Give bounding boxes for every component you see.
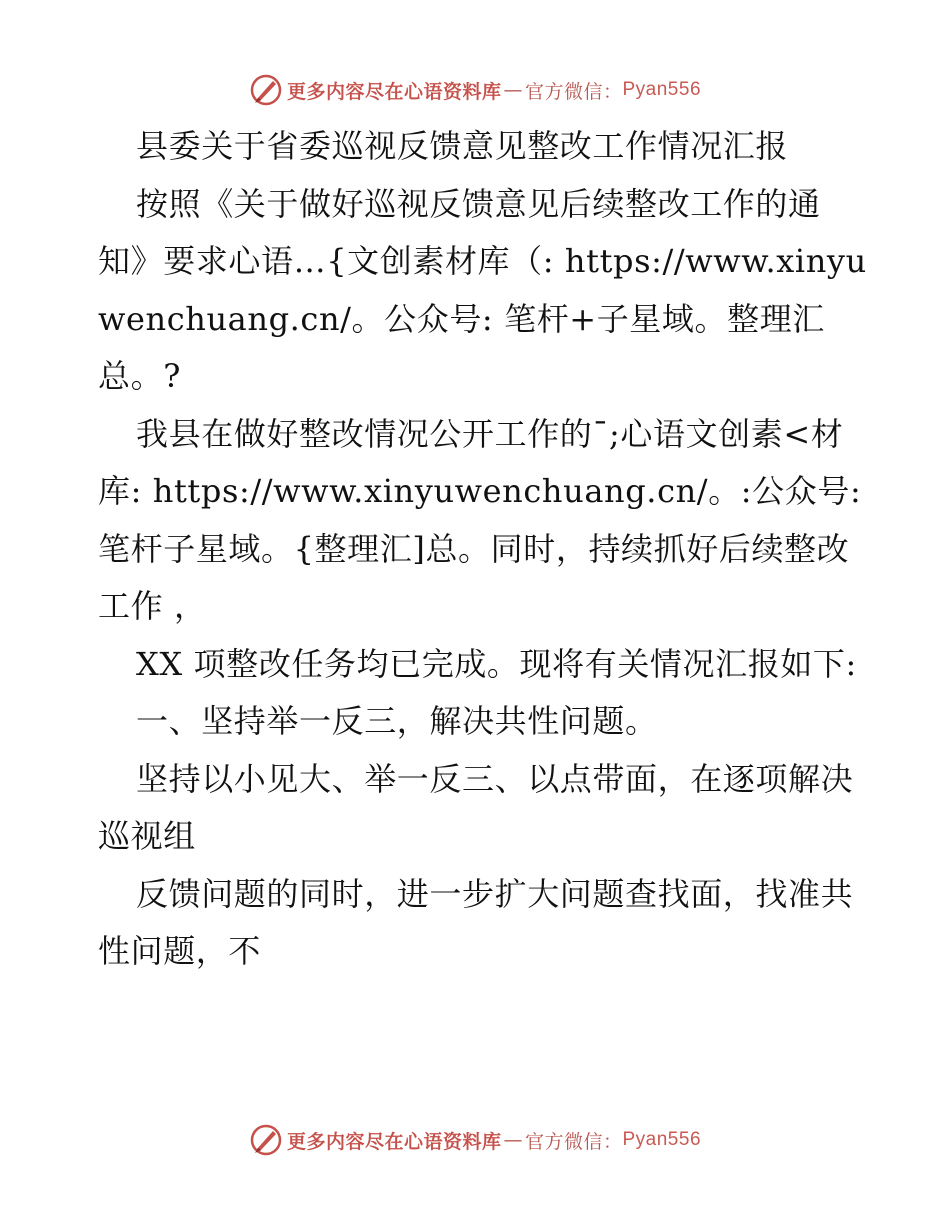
footer-dash: —: [503, 1129, 523, 1151]
paragraph-1: 按照《关于做好巡视反馈意见后续整改工作的通知》要求心语…{文创素材库（: https://www.xinyuwenchuang.cn/。公众号: 笔杆+子星域。整理汇总。?: [98, 184, 867, 395]
paragraph-3: XX 项整改任务均已完成。现将有关情况汇报如下:: [136, 644, 857, 683]
footer-account: Pyan556: [622, 1129, 702, 1150]
footer-site-text: 更多内容尽在心语资料库: [286, 1130, 502, 1153]
footer-banner: [0, 1120, 950, 1160]
footer-official-label: 官方微信：: [524, 1130, 623, 1153]
banner-site-text: 更多内容尽在心语资料库: [286, 80, 502, 103]
document-title: 县委关于省委巡视反馈意见整改工作情况汇报: [136, 127, 789, 165]
document-body: [98, 118, 873, 981]
banner-dash: —: [503, 79, 523, 101]
paragraph-6: 反馈问题的同时，进一步扩大问题查找面，找准共性问题，不: [98, 874, 854, 970]
quill-logo-icon: [249, 1123, 283, 1157]
header-banner: [0, 70, 950, 110]
quill-logo-icon: [249, 73, 283, 107]
paragraph-2: 我县在做好整改情况公开工作的¯;心语文创素<材库: https://www.xinyuwenchuang.cn/。:公众号: 笔杆子星域。{整理汇]总。同时，持续抓好后续整改工作 ，: [98, 414, 873, 625]
paragraph-5: 坚持以小见大、举一反三、以点带面，在逐项解决巡视组: [98, 759, 854, 855]
section-heading-1: 一、坚持举一反三，解决共性问题。: [136, 702, 658, 740]
banner-official-label: 官方微信：: [524, 80, 623, 103]
banner-account: Pyan556: [622, 79, 702, 100]
